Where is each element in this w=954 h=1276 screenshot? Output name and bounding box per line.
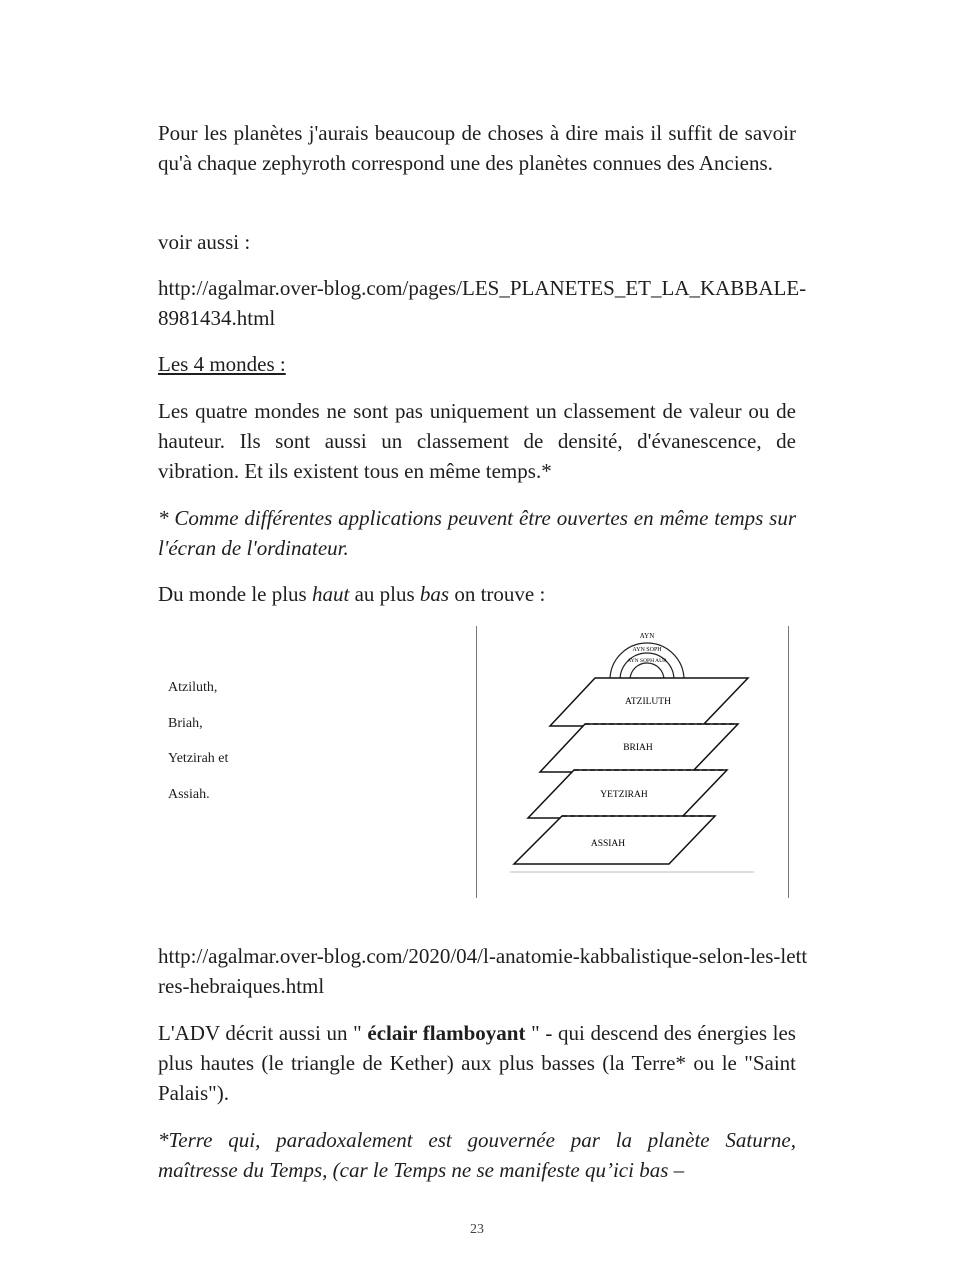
paragraph-du-monde: Du monde le plus haut au plus bas on trouve :: [158, 582, 546, 606]
paragraph-quatre-mondes: Les quatre mondes ne sont pas uniquement un classement de valeur ou de hauteur. Ils sont aussi un classement de densité, d'évanescence, de vibration. Et ils existent tous en même temps.*: [158, 399, 796, 483]
arc-label-ayn-soph: AYN SOPH: [632, 647, 662, 653]
world-list-item: Briah,: [168, 715, 203, 731]
world-list-item: Yetzirah et: [168, 751, 229, 766]
plane-label-assiah: ASSIAH: [590, 839, 626, 849]
footnote-applications: * Comme différentes applications peuvent être ouvertes en même temps sur l'écran de l'ordinateur.: [158, 506, 796, 560]
paragraph-planets: Pour les planètes j'aurais beaucoup de choses à dire mais il suffit de savoir qu'à chaque zephyroth correspond une des planètes connues des Anciens.: [158, 121, 796, 175]
arc-label-ayn: AYN: [639, 632, 655, 640]
four-worlds-figure: [158, 622, 798, 900]
worlds-diagram: [158, 622, 798, 900]
section-heading-4-mondes: Les 4 mondes :: [158, 352, 286, 376]
page-number: 23: [470, 1222, 484, 1237]
world-list-item: Atziluth,: [168, 680, 218, 695]
plane-label-atziluth: ATZILUTH: [625, 697, 671, 707]
world-list-item: Assiah.: [168, 786, 210, 802]
plane-label-yetzirah: YETZIRAH: [600, 790, 648, 800]
plane-label-briah: BRIAH: [623, 743, 653, 753]
paragraph-see-also: voir aussi :: [158, 230, 251, 254]
link-anatomie-kabbalistique[interactable]: http://agalmar.over-blog.com/2020/04/l-anatomie-kabbalistique-selon-les-lettres-hebraiques.html: [158, 944, 808, 998]
paragraph-eclair: L'ADV décrit aussi un " éclair flamboyant " - qui descend des énergies les plus hautes (le triangle de Kether) aux plus basses (la Terre* ou le "Saint Palais").: [158, 1021, 796, 1105]
link-planetes-kabbale[interactable]: http://agalmar.over-blog.com/pages/LES_PLANETES_ET_LA_KABBALE-8981434.html: [158, 276, 807, 330]
footnote-terre: *Terre qui, paradoxalement est gouvernée par la planète Saturne, maîtresse du Temps, (car le Temps ne se manifeste qu’ici bas –: [158, 1128, 796, 1182]
arc-label-ayn-soph-aur: AYN SOPH AUR: [627, 658, 667, 664]
